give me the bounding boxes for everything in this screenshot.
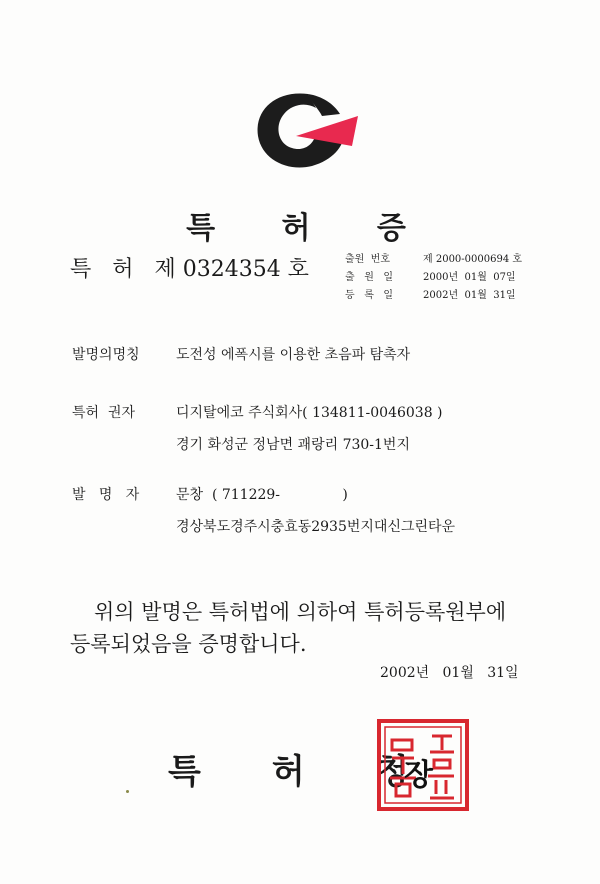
inventor-name: 문창 ( 711229- ) [176, 487, 348, 503]
document-title: 특 허 증 [186, 211, 434, 246]
application-number-row [345, 251, 522, 269]
application-number: 제 2000-0000694 호 [423, 254, 523, 265]
issuer-name: 특 허 청 [168, 752, 409, 792]
statement-line-1: 위의 발명은 특허법에 의하여 특허등록원부에 [94, 600, 507, 624]
patent-number: 특 허 제 0324354 호 [70, 257, 309, 282]
seal-char: 장 [404, 758, 433, 793]
owner-address: 경기 화성군 정남면 괘랑리 730-1번지 [176, 437, 410, 453]
speck [126, 790, 129, 793]
filing-date-row [345, 269, 522, 287]
registration-info [345, 251, 522, 305]
invention-title-label: 발명의명칭 [72, 347, 140, 363]
registration-date-label: 등 록 일 [345, 290, 394, 301]
registration-date: 2002년 01월 31일 [423, 290, 516, 301]
inventor-label: 발 명 자 [72, 487, 140, 503]
kipo-logo-icon [250, 86, 362, 174]
owner-name: 디지탈에코 주식회사( 134811-0046038 ) [176, 405, 443, 421]
filing-date-label: 출 원 일 [345, 272, 394, 283]
statement-line-2: 등록되었음을 증명합니다. [70, 632, 307, 656]
owner-label: 특허 권자 [72, 405, 135, 421]
registration-date-row [345, 287, 522, 305]
inventor-address: 경상북도경주시충효동2935번지대신그린타운 [176, 519, 456, 535]
issue-date: 2002년 01월 31일 [380, 665, 519, 681]
certification-statement [70, 596, 540, 660]
invention-title: 도전성 에폭시를 이용한 초음파 탐촉자 [176, 347, 411, 363]
filing-date: 2000년 01월 07일 [423, 272, 516, 283]
application-number-label: 출원 번호 [345, 254, 390, 265]
